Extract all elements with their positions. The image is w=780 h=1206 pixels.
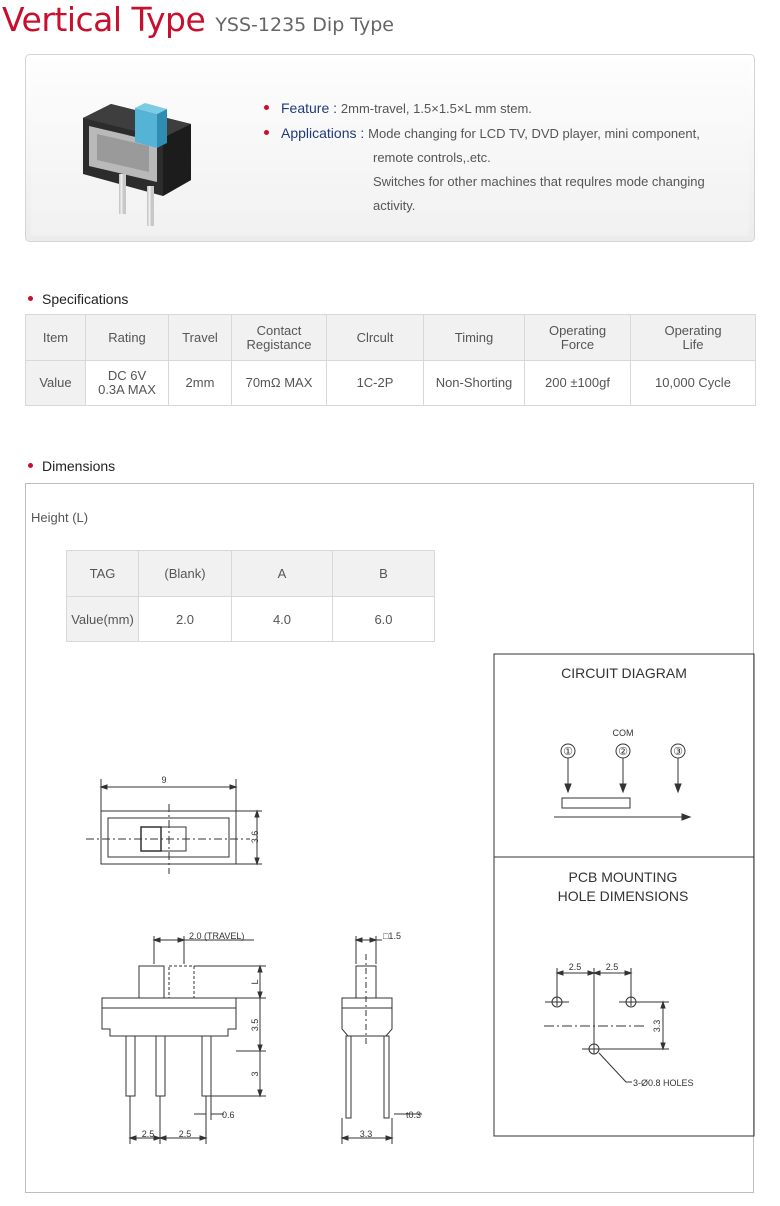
applications-key: Applications [281, 125, 357, 141]
circuit-com-label: COM [612, 728, 634, 738]
dimensions-panel [25, 483, 754, 1193]
rating-line-2: 0.3A MAX [98, 382, 156, 397]
dim-pin-length: 3 [250, 1071, 260, 1077]
spec-header [26, 315, 86, 361]
applications-line-3: Switches for other machines that requlres mode changing [373, 174, 705, 189]
rating-line-1: DC 6V [107, 368, 147, 383]
circuit-pin-1: ① [563, 746, 573, 758]
dim-body-height: 3.5 [250, 1018, 260, 1032]
feature-sep: : [329, 100, 341, 116]
spec-header-text: Registance [246, 336, 312, 352]
pcb-pitch-2: 2.5 [605, 962, 619, 972]
spec-header-text: Operating [548, 322, 607, 338]
page-title [2, 0, 394, 44]
spec-cell: 1C-2P [327, 361, 424, 406]
feature-panel-inner [31, 60, 749, 236]
specifications-table [25, 314, 756, 406]
height-cell: 2.0 [139, 597, 232, 642]
circuit-pin-2: ② [618, 746, 628, 758]
spec-cell: 10,000 Cycle [631, 361, 756, 406]
dimensions-heading: Dimensions [28, 458, 115, 474]
applications-sep: : [356, 125, 369, 141]
specifications-heading: Specifications [28, 291, 128, 307]
spec-header-text: Life [682, 336, 704, 352]
spec-cell: 70mΩ MAX [232, 361, 327, 406]
feature-item [261, 96, 741, 121]
spec-header-text: Force [560, 336, 595, 352]
drawing-labels [142, 665, 694, 1139]
pcb-holes-label: 3-Ø0.8 HOLES [633, 1078, 694, 1088]
spec-header-text: Travel [182, 329, 218, 345]
title-sub: YSS-1235 Dip Type [215, 14, 394, 36]
applications-line-4: activity. [373, 198, 416, 213]
height-header: TAG [67, 551, 139, 597]
height-row-label: Value(mm) [67, 597, 139, 642]
dim-travel: 2.0 (TRAVEL) [189, 931, 245, 941]
feature-list [261, 96, 741, 218]
pcb-pitch-1: 2.5 [568, 962, 582, 972]
spec-header-text: Clrcult [356, 329, 394, 345]
pcb-title-line-2: HOLE DIMENSIONS [557, 888, 689, 904]
spec-value-row [26, 361, 756, 406]
applications-line-2: remote controls,.etc. [373, 150, 491, 165]
title-main: Vertical Type [2, 0, 206, 39]
spec-cell: 200 ±100gf [525, 361, 631, 406]
dim-top-height: 3.6 [250, 830, 260, 844]
height-cell: 4.0 [232, 597, 333, 642]
spec-row-label: Value [26, 361, 86, 406]
spec-cell-rating [86, 361, 169, 406]
spec-header [631, 315, 756, 361]
dim-pitch-2: 2.5 [178, 1129, 192, 1139]
dim-stem-l: L [250, 979, 260, 985]
height-label: Height (L) [31, 510, 89, 525]
circuit-pin-3: ③ [673, 746, 683, 758]
spec-header [525, 315, 631, 361]
spec-header-row [26, 315, 756, 361]
spec-header [169, 315, 232, 361]
height-cell: 6.0 [333, 597, 435, 642]
circuit-title: CIRCUIT DIAGRAM [561, 665, 687, 681]
spec-header-text: Timing [454, 329, 494, 345]
dim-side-width: 3.3 [359, 1129, 373, 1139]
spec-header-text: Operating [664, 322, 722, 338]
dim-top-width: 9 [161, 775, 167, 785]
spec-header-text: Item [42, 329, 69, 345]
spec-header [327, 315, 424, 361]
feature-key: Feature [281, 100, 330, 116]
height-header: A [232, 551, 333, 597]
spec-header-text: Rating [108, 329, 146, 345]
dimension-drawing [26, 484, 755, 1194]
height-header: B [333, 551, 435, 597]
dim-thickness: t0.3 [406, 1110, 422, 1120]
dim-pitch-1: 2.5 [141, 1129, 155, 1139]
dim-stem-square: □1.5 [383, 931, 401, 941]
height-header: (Blank) [139, 551, 232, 597]
product-photo [71, 90, 201, 230]
spec-cell: Non-Shorting [424, 361, 525, 406]
feature-value: 2mm-travel, 1.5×1.5×L mm stem. [340, 101, 532, 116]
spec-header [86, 315, 169, 361]
feature-panel [25, 54, 755, 242]
spec-header [424, 315, 525, 361]
dim-pin-width: 0.6 [222, 1110, 235, 1120]
pcb-title-line-1: PCB MOUNTING [568, 869, 678, 885]
applications-item [261, 121, 741, 146]
spec-header [232, 315, 327, 361]
applications-line-1: Mode changing for LCD TV, DVD player, mini component, [368, 126, 700, 141]
pcb-vertical: 3.3 [652, 1019, 662, 1033]
spec-cell: 2mm [169, 361, 232, 406]
spec-header-text: Contact [256, 322, 302, 338]
